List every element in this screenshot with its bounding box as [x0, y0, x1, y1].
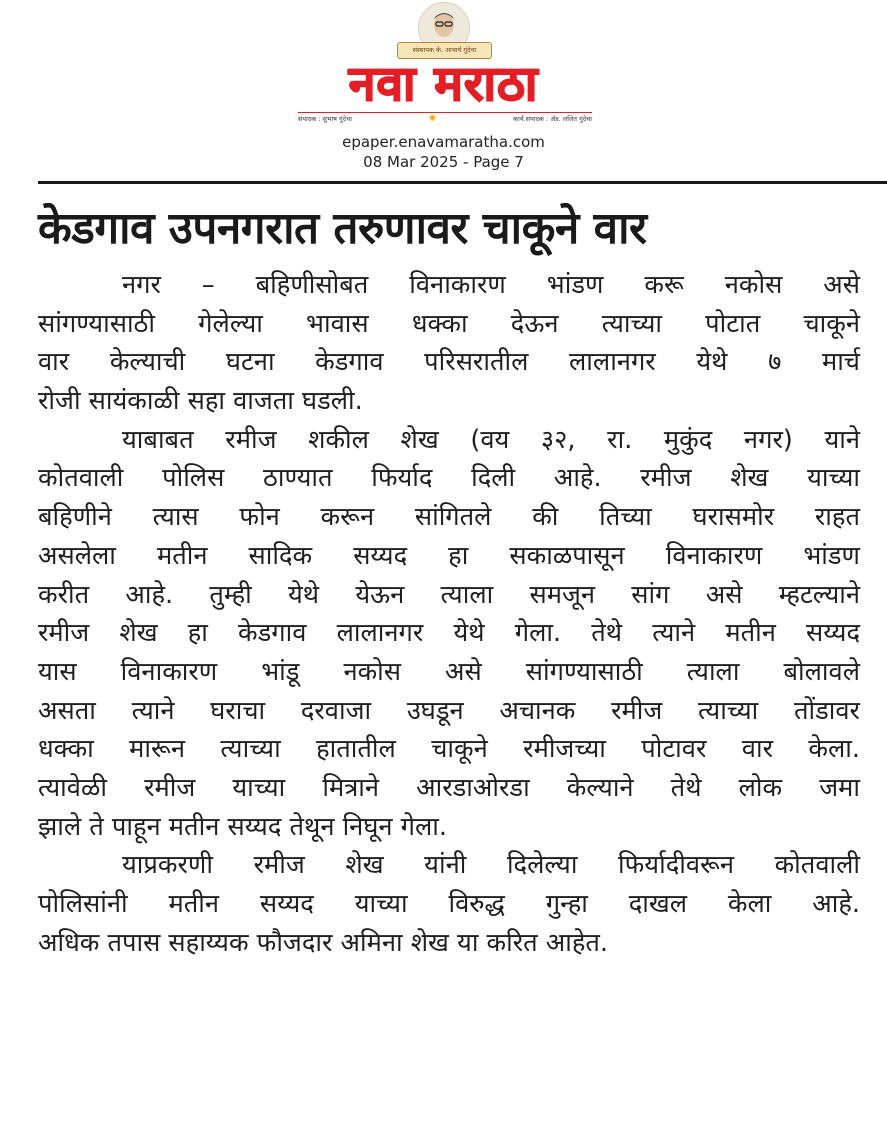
founder-ribbon: संस्थापक के. आचार्य गुंदेचा — [397, 42, 492, 59]
article-line: कोतवाली पोलिस ठाण्यात फिर्याद दिली आहे. रमीज शेख याच्या — [38, 463, 860, 494]
article-line: याबाबत रमीज शकील शेख (वय ३२, रा. मुकुंद नगर) याने — [122, 424, 860, 455]
article-line: सांगण्यासाठी गेलेल्या भावास धक्का देऊन त्याच्या पोटात चाकूने — [38, 308, 860, 339]
article-line: असता त्याने घराचा दरवाजा उघडून अचानक रमीज त्याच्या तोंडावर — [38, 695, 860, 726]
newspaper-logo: नवा मराठा — [348, 56, 539, 112]
article-line: रोजी सायंकाळी सहा वाजता घडली. — [38, 386, 363, 417]
article-line: यास विनाकारण भांडू नकोस असे सांगण्यासाठी त्याला बोलावले — [38, 656, 860, 687]
article-body — [38, 266, 860, 962]
article-line: पोलिसांनी मतीन सय्यद याच्या विरुद्ध गुन्हा दाखल केला आहे. — [38, 889, 860, 919]
sun-emblem-icon: ✺ — [428, 114, 437, 124]
masthead — [0, 0, 887, 178]
article-line: करीत आहे. तुम्ही येथे येऊन त्याला समजून सांग असे म्हटल्याने — [38, 579, 860, 610]
epaper-site: epaper.enavamaratha.com — [342, 133, 545, 151]
article-line: याप्रकरणी रमीज शेख यांनी दिलेल्या फिर्यादीवरून कोतवाली — [122, 850, 860, 881]
masthead-credits — [298, 112, 592, 125]
article-line: रमीज शेख हा केडगाव लालानगर येथे गेला. तेथे त्याने मतीन सय्यद — [38, 618, 860, 649]
article-line: त्यावेळी रमीज याच्या मित्राने आरडाओरडा केल्याने तेथे लोक जमा — [38, 772, 860, 803]
article-line: नगर – बहिणीसोबत विनाकारण भांडण करू नकोस असे — [122, 270, 860, 300]
article-line: अधिक तपास सहाय्यक फौजदार अमिना शेख या करित आहेत. — [38, 927, 609, 958]
director-credit: कार्य.संपादक : ॲड. ललित गुंदेचा — [513, 115, 592, 123]
article-line: वार केल्याची घटना केडगाव परिसरातील लालानगर येथे ७ मार्च — [38, 347, 860, 378]
edition-date-page: 08 Mar 2025 - Page 7 — [363, 153, 524, 171]
header-divider — [38, 181, 887, 184]
article-headline: केडगाव उपनगरात तरुणावर चाकूने वार — [38, 203, 647, 254]
article-line: धक्का मारून त्याच्या हातातील चाकूने रमीजच्या पोटावर वार केला. — [38, 734, 860, 765]
article-line: झाले ते पाहून मतीन सय्यद तेथून निघून गेला. — [38, 811, 448, 842]
editor-credit: संपादक : सुभाष गुंदेचा — [298, 115, 352, 123]
article-line: असलेला मतीन सादिक सय्यद हा सकाळपासून विनाकारण भांडण — [38, 540, 860, 571]
article-line: बहिणीने त्यास फोन करून सांगितले की तिच्या घरासमोर राहत — [38, 502, 860, 533]
founder-emblem — [391, 0, 496, 62]
